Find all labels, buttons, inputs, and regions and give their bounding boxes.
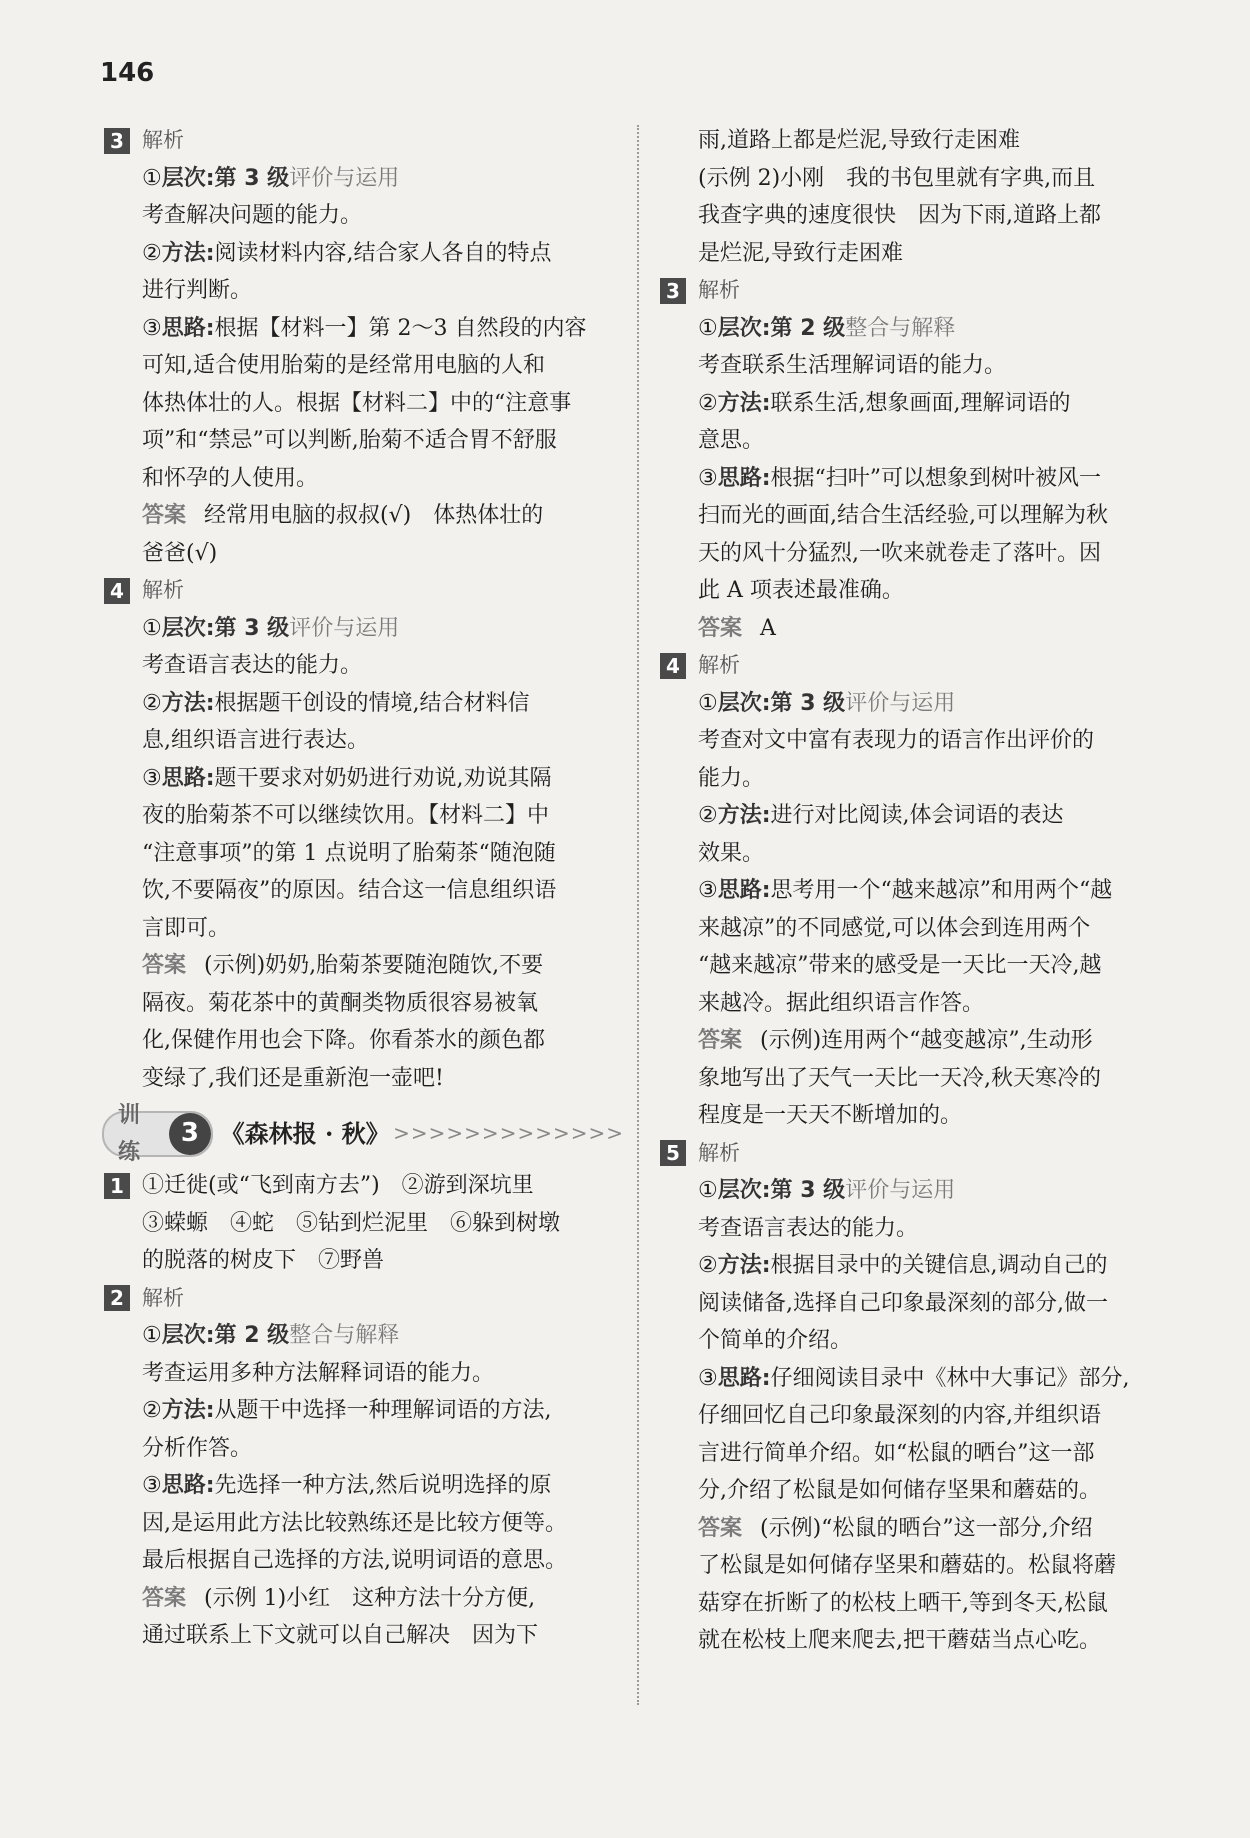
question-number: 5 — [660, 1140, 686, 1166]
approach-line: ③思路:根据“扫叶”可以想象到树叶被风一 — [698, 465, 1102, 491]
method-line: ②方法:从题干中选择一种理解词语的方法, — [142, 1398, 552, 1423]
text-line: 菇穿在折断了的松枝上晒干,等到冬天,松鼠 — [698, 1590, 1108, 1616]
training-question-2-header — [104, 1280, 624, 1318]
text-line: 最后根据自己选择的方法,说明词语的意思。 — [142, 1548, 567, 1573]
question-number: 4 — [660, 653, 686, 679]
text-line: ①迁徙(或“飞到南方去”) ②游到深坑里 — [142, 1173, 534, 1198]
text-line: 考查语言表达的能力。 — [142, 653, 363, 678]
text-line: 言进行简单介绍。如“松鼠的晒台”这一部 — [698, 1440, 1095, 1466]
text-line: 通过联系上下文就可以自己解决 因为下 — [142, 1623, 539, 1648]
text-line: 来越冷。据此组织语言作答。 — [698, 990, 985, 1016]
level-line: ①层次:第 3 级评价与运用 — [698, 1178, 956, 1203]
answer-line: 答案 经常用电脑的叔叔(√) 体热体壮的 — [142, 503, 544, 528]
answer-line: 答案 (示例 1)小红 这种方法十分方便, — [142, 1585, 536, 1611]
text-line: 因,是运用此方法比较熟练还是比较方便等。 — [142, 1510, 567, 1536]
method-line: ②方法:阅读材料内容,结合家人各自的特点 — [142, 240, 552, 266]
text-line: 可知,适合使用胎菊的是经常用电脑的人和 — [142, 353, 545, 378]
section-tag: 解析 — [698, 278, 740, 302]
approach-line: ③思路:仔细阅读目录中《林中大事记》部分, — [698, 1365, 1130, 1391]
text-line: (示例 2)小刚 我的书包里就有字典,而且 — [698, 165, 1096, 191]
answer-line: 答案 (示例)“松鼠的晒台”这一部分,介绍 — [698, 1515, 1093, 1541]
text-line: 就在松枝上爬来爬去,把干蘑菇当点心吃。 — [698, 1628, 1101, 1653]
section-tag: 解析 — [142, 128, 184, 152]
text-line: 我查字典的速度很快 因为下雨,道路上都 — [698, 203, 1101, 228]
text-line: 能力。 — [698, 765, 765, 791]
answer-line: 答案 A — [698, 615, 776, 641]
level-line: ①层次:第 3 级评价与运用 — [142, 165, 400, 191]
method-line: ②方法:根据目录中的关键信息,调动自己的 — [698, 1253, 1108, 1278]
approach-line: ③思路:思考用一个“越来越凉”和用两个“越 — [698, 878, 1113, 903]
text-line: 化,保健作用也会下降。你看茶水的颜色都 — [142, 1028, 545, 1053]
text-line: 来越凉”的不同感觉,可以体会到连用两个 — [698, 915, 1091, 941]
text-line: 雨,道路上都是烂泥,导致行走困难 — [698, 128, 1020, 153]
text-line: 是烂泥,导致行走困难 — [698, 240, 903, 266]
question-number: 1 — [104, 1173, 130, 1199]
column-divider — [637, 125, 639, 1705]
section-tag: 解析 — [142, 1285, 184, 1310]
text-line: ③蝾螈 ④蛇 ⑤钻到烂泥里 ⑥躲到树墩 — [142, 1210, 561, 1236]
text-line: 象地写出了天气一天比一天冷,秋天寒冷的 — [698, 1065, 1101, 1091]
text-line: 考查联系生活理解词语的能力。 — [698, 353, 1007, 378]
text-line: 仔细回忆自己印象最深刻的内容,并组织语 — [698, 1403, 1101, 1428]
text-line: 了松鼠是如何储存坚果和蘑菇的。松鼠将蘑 — [698, 1553, 1117, 1578]
method-line: ②方法:联系生活,想象画面,理解词语的 — [698, 390, 1071, 416]
section-tag: 解析 — [698, 653, 740, 677]
approach-line: ③思路:先选择一种方法,然后说明选择的原 — [142, 1473, 552, 1498]
section-tag: 解析 — [142, 578, 184, 602]
level-line: ①层次:第 3 级评价与运用 — [142, 615, 400, 641]
question-5-header — [660, 1135, 1180, 1173]
text-line: 饮,不要隔夜”的原因。结合这一信息组织语 — [142, 878, 557, 903]
question-number: 3 — [660, 278, 686, 304]
left-column — [104, 122, 624, 1655]
training-label: 训练 — [118, 1102, 141, 1165]
text-line: “注意事项”的第 1 点说明了胎菊茶“随泡随 — [142, 840, 556, 866]
question-4-header — [660, 647, 1180, 685]
section-tag: 解析 — [698, 1140, 740, 1165]
approach-line: ③思路:题干要求对奶奶进行劝说,劝说其隔 — [142, 765, 552, 791]
text-line: 爸爸(√) — [142, 540, 218, 566]
training-title: 《森林报 · 秋》 — [220, 1119, 390, 1149]
level-line: ①层次:第 2 级整合与解释 — [698, 315, 956, 341]
training-question-1 — [104, 1167, 624, 1205]
training-header — [102, 1102, 624, 1165]
text-line: 夜的胎菊茶不可以继续饮用。【材料二】中 — [142, 803, 550, 828]
answer-line: 答案 (示例)连用两个“越变越凉”,生动形 — [698, 1028, 1093, 1053]
text-line: 扫而光的画面,结合生活经验,可以理解为秋 — [698, 503, 1108, 528]
text-line: 考查运用多种方法解释词语的能力。 — [142, 1360, 495, 1386]
text-line: 考查解决问题的能力。 — [142, 203, 363, 228]
text-line: 进行判断。 — [142, 278, 253, 303]
text-line: 和怀孕的人使用。 — [142, 465, 319, 491]
text-line: 此 A 项表述最准确。 — [698, 578, 904, 603]
approach-line: ③思路:根据【材料一】第 2～3 自然段的内容 — [142, 315, 587, 341]
training-pill — [102, 1102, 213, 1165]
chevron-arrows-icon: >>>>>>>>>>>>> — [393, 1121, 624, 1146]
text-line: 考查语言表达的能力。 — [698, 1215, 919, 1241]
right-column — [660, 122, 1180, 1660]
text-line: 个简单的介绍。 — [698, 1328, 853, 1353]
text-line: 意思。 — [698, 428, 765, 453]
question-3-header — [104, 122, 624, 160]
text-line: 考查对文中富有表现力的语言作出评价的 — [698, 728, 1095, 753]
text-line: 项”和“禁忌”可以判断,胎菊不适合胃不舒服 — [142, 428, 557, 453]
question-number: 3 — [104, 128, 130, 154]
text-line: 分,介绍了松鼠是如何储存坚果和蘑菇的。 — [698, 1478, 1101, 1503]
text-line: 效果。 — [698, 840, 765, 866]
question-number: 4 — [104, 578, 130, 604]
text-line: 隔夜。菊花茶中的黄酮类物质很容易被氧 — [142, 990, 539, 1016]
text-line: 程度是一天天不断增加的。 — [698, 1103, 963, 1128]
text-line: 的脱落的树皮下 ⑦野兽 — [142, 1248, 385, 1273]
answer-line: 答案 (示例)奶奶,胎菊茶要随泡随饮,不要 — [142, 953, 544, 978]
text-line: 分析作答。 — [142, 1435, 253, 1461]
method-line: ②方法:进行对比阅读,体会词语的表达 — [698, 803, 1064, 828]
page-number: 146 — [100, 58, 155, 88]
text-line: 变绿了,我们还是重新泡一壶吧! — [142, 1065, 444, 1091]
level-line: ①层次:第 2 级整合与解释 — [142, 1323, 400, 1348]
question-4-header — [104, 572, 624, 610]
question-3-header — [660, 272, 1180, 310]
text-line: 体热体壮的人。根据【材料二】中的“注意事 — [142, 390, 572, 416]
text-line: 言即可。 — [142, 915, 231, 941]
question-number: 2 — [104, 1285, 130, 1311]
text-line: “越来越凉”带来的感受是一天比一天冷,越 — [698, 953, 1102, 978]
method-line: ②方法:根据题干创设的情境,结合材料信 — [142, 690, 530, 716]
text-line: 阅读储备,选择自己印象最深刻的部分,做一 — [698, 1290, 1108, 1316]
training-number: 3 — [169, 1113, 210, 1155]
text-line: 息,组织语言进行表达。 — [142, 728, 369, 753]
text-line: 天的风十分猛烈,一吹来就卷走了落叶。因 — [698, 540, 1101, 566]
level-line: ①层次:第 3 级评价与运用 — [698, 690, 956, 716]
